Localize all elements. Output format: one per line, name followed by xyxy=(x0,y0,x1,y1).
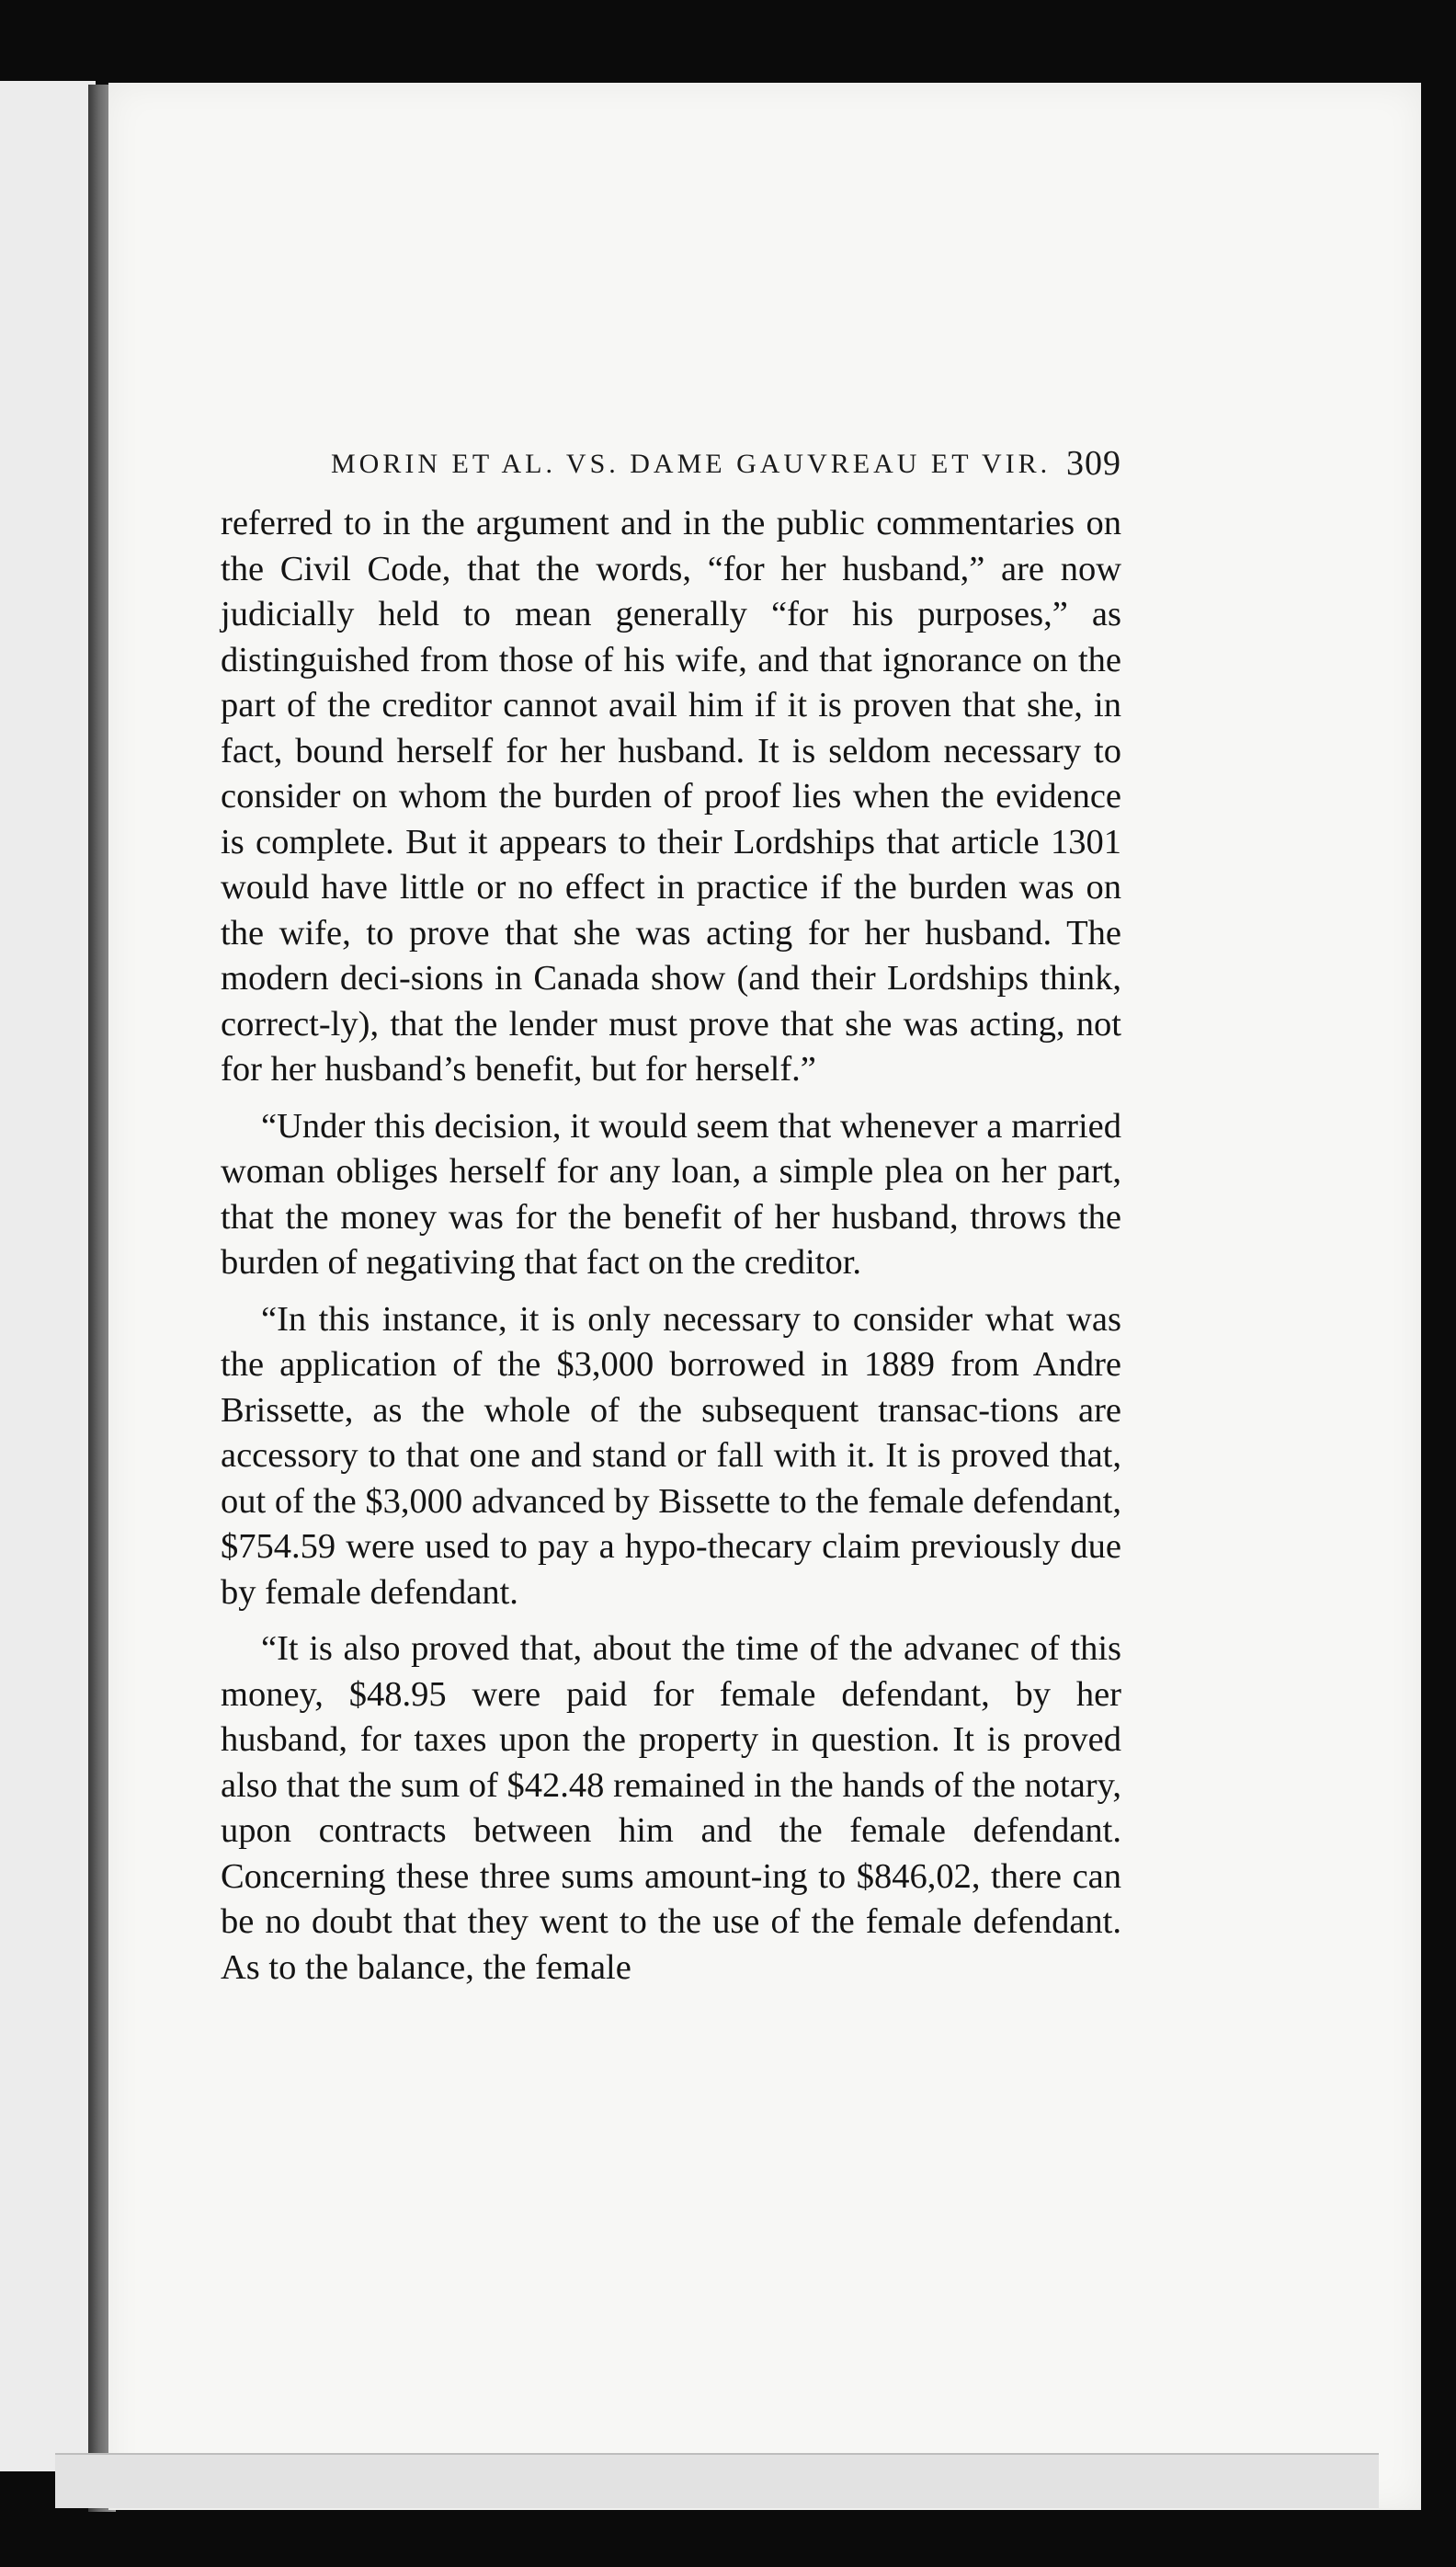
paragraph-3: “In this instance, it is only necessary to consider what was the application of the $3,000 borrowed in 1889 from Andre Brissette, as the whole of the subsequent transac-tions are accessory to that one and stand or fall with it. It is proved that, out of the $3,000 advanced by Bissette to the female defendant, $754.59 were used to pay a hypo-thecary claim previously due by female defendant. xyxy=(221,1299,1121,1612)
running-head xyxy=(331,443,1121,498)
page-number: 309 xyxy=(1066,444,1121,483)
facing-page-edge xyxy=(0,81,96,2471)
page-bottom-edge xyxy=(55,2453,1379,2508)
paragraph-1: referred to in the argument and in the public commentaries on the Civil Code, that the words, “for her husband,” are now judicially held to mean generally “for his purposes,” as distinguished from those of his wife, and that ignorance on the part of the creditor cannot avail him if it is proven that she, in fact, bound herself for her husband. It is seldom necessary to consider on whom the burden of proof lies when the evidence is complete. But it appears to their Lordships that article 1301 would have little or no effect in practice if the burden was on the wife, to prove that she was acting for her husband. The modern deci-sions in Canada show (and their Lordships think, correct-ly), that the lender must prove that she was acting, not for her husband’s benefit, but for herself.” xyxy=(221,504,1121,1089)
body-text xyxy=(221,501,1121,1991)
paragraph-2: “Under this decision, it would seem that whenever a married woman obliges herself for any loan, a simple plea on her part, that the money was for the benefit of her husband, throws the burden of negativing that fact on the creditor. xyxy=(221,1106,1121,1282)
paragraph-4: “It is also proved that, about the time of the advanec of this money, $48.95 were paid for female defendant, by her husband, for taxes upon the property in question. It is proved also that the sum of $42.48 remained in the hands of the notary, upon contracts between him and the female defendant. Concerning these three sums amount-ing to $846,02, there can be no doubt that they went to the use of the female defendant. As to the balance, the female xyxy=(221,1629,1121,1987)
running-title: MORIN ET AL. VS. DAME GAUVREAU ET VIR. xyxy=(331,449,1052,479)
